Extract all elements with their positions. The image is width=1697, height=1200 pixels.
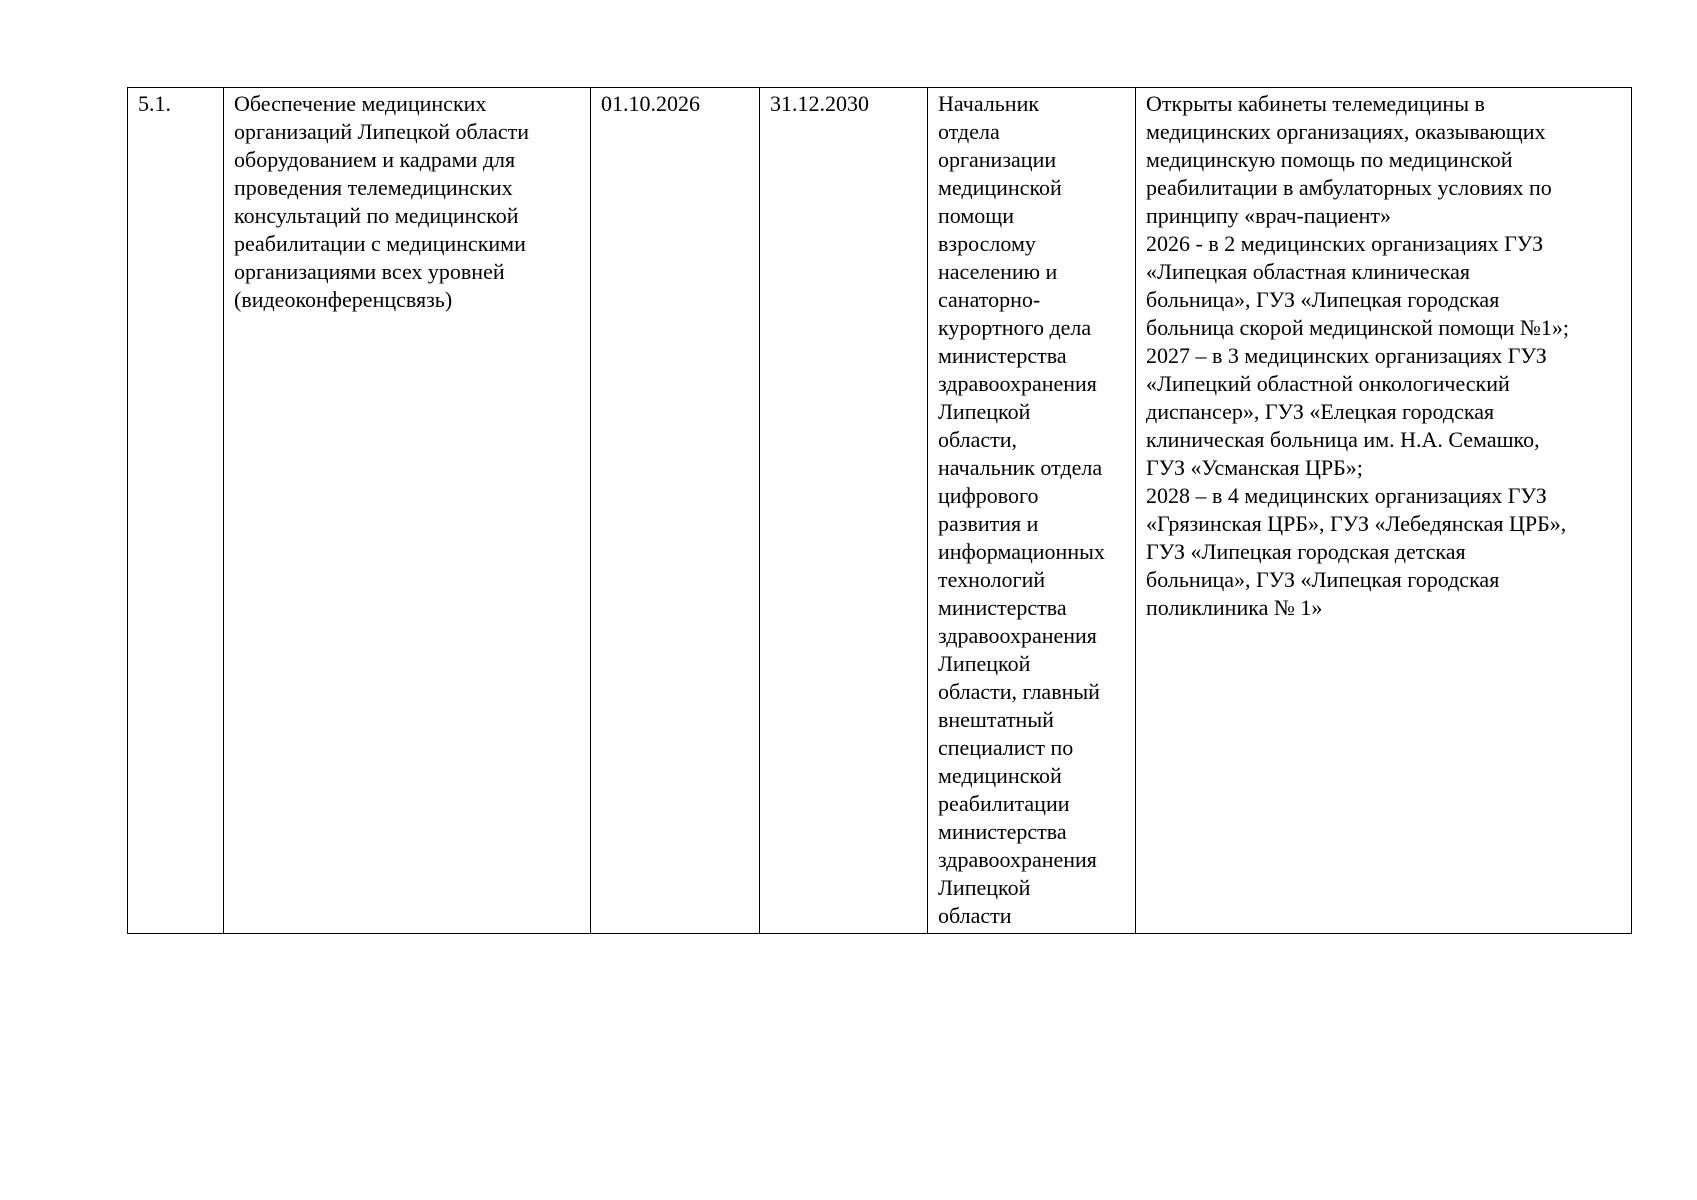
responsible-cell: Начальник отдела организации медицинской помощи взрослому населению и санаторно- курортного дела министерства здравоохранения Липецкой области, начальник отдела цифрового развития и информационных технологий министерства здравоохранения Липецкой области, главный внештатный специалист по медицинской реабилитации министерства здравоохранения Липецкой области: [928, 88, 1136, 934]
table-row: [128, 88, 1632, 934]
item-number-cell: 5.1.: [128, 88, 224, 934]
event-description-cell: Обеспечение медицинских организаций Липецкой области оборудованием и кадрами для проведения телемедицинских консультаций по медицинской реабилитации с медицинскими организациями всех уровней (видеоконференцсвязь): [224, 88, 591, 934]
end-date-cell: 31.12.2030: [760, 88, 928, 934]
plan-table: [127, 87, 1632, 934]
result-cell: Открыты кабинеты телемедицины в медицинских организациях, оказывающих медицинскую помощь по медицинской реабилитации в амбулаторных условиях по принципу «врач-пациент» 2026 - в 2 медицинских организациях ГУЗ «Липецкая областная клиническая больница», ГУЗ «Липецкая городская больница скорой медицинской помощи №1»; 2027 – в 3 медицинских организациях ГУЗ «Липецкий областной онкологический диспансер», ГУЗ «Елецкая городская клиническая больница им. Н.А. Семашко, ГУЗ «Усманская ЦРБ»; 2028 – в 4 медицинских организациях ГУЗ «Грязинская ЦРБ», ГУЗ «Лебедянская ЦРБ», ГУЗ «Липецкая городская детская больница», ГУЗ «Липецкая городская поликлиника № 1»: [1136, 88, 1632, 934]
start-date-cell: 01.10.2026: [591, 88, 760, 934]
